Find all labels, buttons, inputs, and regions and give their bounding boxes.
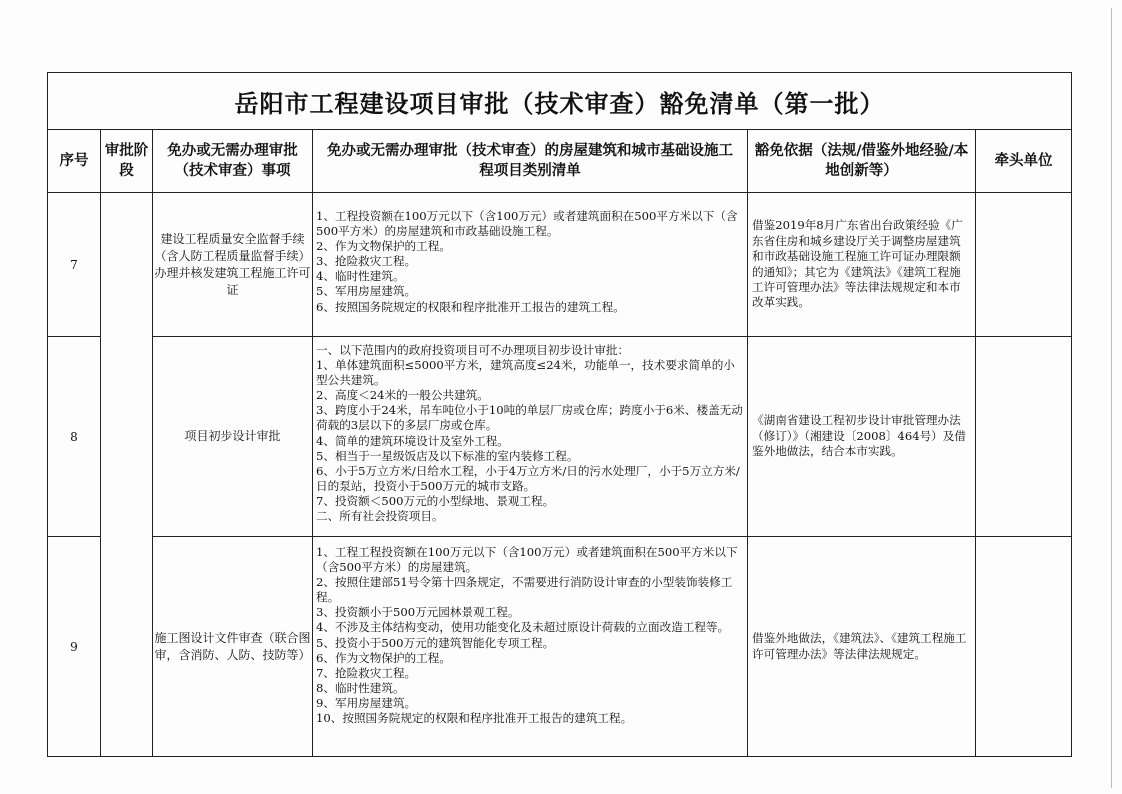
list-item: 2、作为文物保护的工程。 — [316, 239, 451, 254]
row-lead — [976, 537, 1072, 757]
row-list — [313, 337, 748, 537]
list-item: 6、按照国务院规定的权限和程序批准开工报告的建筑工程。 — [316, 299, 625, 314]
list-item: 3、投资额小于500万元园林景观工程。 — [316, 605, 520, 620]
row-item: 施工图设计文件审查（联合图审，含消防、人防、技防等） — [153, 537, 313, 757]
row-basis: 借鉴外地做法，《建筑法》、《建筑工程施工许可管理办法》等法律法规规定。 — [748, 537, 976, 757]
list-item: 9、军用房屋建筑。 — [316, 695, 417, 710]
document-title: 岳阳市工程建设项目审批（技术审查）豁免清单（第一批） — [48, 73, 1072, 130]
list-item: 10、按照国务院规定的权限和程序批准开工报告的建筑工程。 — [316, 711, 633, 726]
header-list: 免办或无需办理审批（技术审查）的房屋建筑和城市基础设施工程项目类别清单 — [313, 130, 748, 193]
list-item: 4、简单的建筑环境设计及室外工程。 — [316, 433, 509, 448]
page-edge-line — [1111, 8, 1112, 788]
row-item: 项目初步设计审批 — [153, 337, 313, 537]
row-seq: 9 — [48, 537, 101, 757]
list-item: 3、跨度小于24米，吊车吨位小于10吨的单层厂房或仓库；跨度小于6米、楼盖无动荷载的3层以下的多层厂房或仓库。 — [316, 403, 743, 433]
row-basis: 借鉴2019年8月广东省出台政策经验《广东省住房和城乡建设厅关于调整房屋建筑和市政基础设施工程施工许可证办理限额的通知》；其它为《建筑法》《建筑工程施工许可管理办法》等法律法规规定和本市改革实践。 — [748, 193, 976, 337]
table-row — [48, 193, 1072, 337]
header-row — [48, 130, 1072, 193]
list-item: 一、以下范围内的政府投资项目可不办理项目初步设计审批： — [316, 343, 630, 357]
list-item: 4、不涉及主体结构变动，使用功能变化及未超过原设计荷载的立面改造工程等。 — [316, 620, 730, 635]
list-item: 7、投资额＜500万元的小型绿地、景观工程。 — [316, 493, 555, 508]
header-lead: 牵头单位 — [976, 130, 1072, 193]
list-item: 1、单体建筑面积≤5000平方米，建筑高度≤24米，功能单一，技术要求简单的小型公共建筑。 — [316, 358, 735, 388]
row-lead — [976, 193, 1072, 337]
table-row — [48, 337, 1072, 537]
row-seq: 7 — [48, 193, 101, 337]
list-item: 3、抢险救灾工程。 — [316, 254, 417, 269]
list-item: 1、工程投资额在100万元以下（含100万元）或者建筑面积在500平方米以下（含500平方米）的房屋建筑和市政基础设施工程。 — [316, 209, 738, 239]
exemption-table — [47, 72, 1072, 757]
list-item: 8、临时性建筑。 — [316, 680, 405, 695]
row-seq: 8 — [48, 337, 101, 537]
row-basis: 《湖南省建设工程初步设计审批管理办法（修订）》（湘建设〔2008〕464号）及借鉴外地做法，结合本市实践。 — [748, 337, 976, 537]
list-item: 2、按照住建部51号令第十四条规定，不需要进行消防设计审查的小型装饰装修工程。 — [316, 575, 733, 605]
row-lead — [976, 337, 1072, 537]
header-seq: 序号 — [48, 130, 101, 193]
row-list — [313, 537, 748, 757]
stage-cell — [101, 193, 153, 757]
list-item: 4、临时性建筑。 — [316, 269, 405, 284]
row-item: 建设工程质量安全监督手续（含人防工程质量监督手续）办理并核发建筑工程施工许可证 — [153, 193, 313, 337]
list-item: 6、小于5万立方米/日给水工程，小于4万立方米/日的污水处理厂，小于5万立方米/日的泵站，投资小于500万元的城市支路。 — [316, 463, 740, 493]
list-item: 6、作为文物保护的工程。 — [316, 650, 451, 665]
list-item: 2、高度＜24米的一般公共建筑。 — [316, 388, 489, 403]
row-list — [313, 193, 748, 337]
list-item: 5、军用房屋建筑。 — [316, 284, 417, 299]
list-item: 二、所有社会投资项目。 — [316, 509, 444, 524]
list-item: 7、抢险救灾工程。 — [316, 665, 417, 680]
header-basis: 豁免依据（法规/借鉴外地经验/本地创新等） — [748, 130, 976, 193]
header-item: 免办或无需办理审批（技术审查）事项 — [153, 130, 313, 193]
table-row — [48, 537, 1072, 757]
list-item: 5、相当于一星级饭店及以下标准的室内装修工程。 — [316, 448, 579, 463]
list-item: 1、工程工程投资额在100万元以下（含100万元）或者建筑面积在500平方米以下（含500平方米）的房屋建筑。 — [316, 545, 738, 575]
list-item: 5、投资小于500万元的建筑智能化专项工程。 — [316, 635, 555, 650]
header-stage: 审批阶段 — [101, 130, 153, 193]
